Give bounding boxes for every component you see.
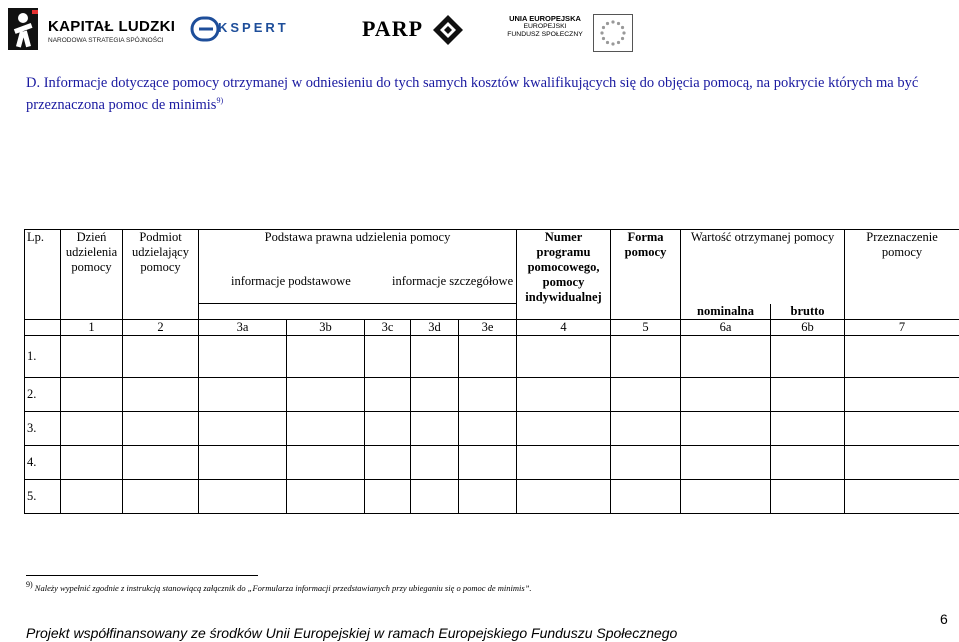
footer-text: Projekt współfinansowany ze środków Unii Europejskiej w ramach Europejskiego Funduszu Społecznego — [26, 625, 678, 641]
num-cell-lp — [25, 319, 61, 335]
num-cell: 2 — [123, 319, 199, 335]
eu-star-icon — [600, 31, 603, 34]
table-cell[interactable] — [459, 479, 517, 513]
table-cell[interactable] — [61, 445, 123, 479]
table-cell[interactable] — [287, 335, 365, 377]
table-cell[interactable] — [771, 335, 845, 377]
table-cell[interactable] — [681, 411, 771, 445]
table-cell[interactable] — [611, 479, 681, 513]
table-cell[interactable] — [61, 411, 123, 445]
eu-star-icon — [606, 22, 609, 25]
num-cell: 6b — [771, 319, 845, 335]
eu-star-icon — [611, 42, 614, 45]
table-cell[interactable] — [199, 479, 287, 513]
header-podstawowe: informacje podstawowe — [231, 274, 351, 288]
logo-bar — [0, 0, 959, 60]
table-row — [25, 411, 959, 445]
table-cell[interactable] — [771, 445, 845, 479]
row-number: 2. — [25, 377, 61, 411]
header-brutto: brutto — [771, 304, 845, 320]
table-cell[interactable] — [845, 377, 959, 411]
table-cell[interactable] — [611, 411, 681, 445]
table-cell[interactable] — [771, 479, 845, 513]
table-row — [25, 335, 959, 377]
parp-text: PARP — [362, 16, 424, 41]
footnote-ref-9: 9) — [216, 96, 224, 105]
table-cell[interactable] — [199, 335, 287, 377]
table-cell[interactable] — [123, 479, 199, 513]
aid-info-table — [24, 229, 959, 514]
table-row — [25, 445, 959, 479]
footnote-mark: 9) — [26, 580, 33, 589]
table-cell[interactable] — [845, 445, 959, 479]
table-cell[interactable] — [199, 377, 287, 411]
eu-text — [499, 15, 591, 39]
table-cell[interactable] — [459, 335, 517, 377]
footnote-rule — [26, 575, 258, 576]
eu-star-icon — [602, 37, 605, 40]
eu-star-icon — [611, 20, 614, 23]
header-wartosc: Wartość otrzymanej pomocy — [681, 230, 845, 304]
num-cell: 4 — [517, 319, 611, 335]
num-cell: 3e — [459, 319, 517, 335]
table-cell[interactable] — [611, 335, 681, 377]
row-number: 5. — [25, 479, 61, 513]
num-cell: 3a — [199, 319, 287, 335]
table-cell[interactable] — [287, 479, 365, 513]
table-cell[interactable] — [611, 445, 681, 479]
table-cell[interactable] — [365, 377, 411, 411]
eu-flag-icon — [593, 14, 633, 52]
table-cell[interactable] — [287, 377, 365, 411]
section-d-heading-text: D. Informacje dotyczące pomocy otrzymanej w odniesieniu do tych samych kosztów kwalifikujących się do objęcia pomocą, na pokrycie których ma być przeznaczona pomoc de minimis — [26, 75, 919, 113]
table-cell[interactable] — [123, 335, 199, 377]
num-cell: 7 — [845, 319, 959, 335]
table-cell[interactable] — [365, 335, 411, 377]
table-cell[interactable] — [365, 479, 411, 513]
ekspert-text: KSPERT — [218, 20, 289, 35]
eu-star-icon — [606, 41, 609, 44]
table-cell[interactable] — [845, 335, 959, 377]
row-number: 1. — [25, 335, 61, 377]
eu-star-icon — [621, 37, 624, 40]
num-cell: 3b — [287, 319, 365, 335]
eu-line-1: UNIA EUROPEJSKA — [509, 14, 581, 23]
table-cell[interactable] — [411, 377, 459, 411]
header-podstawa — [199, 230, 517, 304]
num-cell: 5 — [611, 319, 681, 335]
header-podstawa-label: Podstawa prawna udzielenia pomocy — [264, 230, 451, 244]
table-cell[interactable] — [459, 445, 517, 479]
parp-emblem-icon — [432, 14, 464, 46]
ekspert-logo — [190, 14, 340, 44]
table-row — [25, 377, 959, 411]
table-cell[interactable] — [517, 445, 611, 479]
table-cell[interactable] — [845, 411, 959, 445]
row-number: 4. — [25, 445, 61, 479]
parp-logo — [362, 14, 472, 48]
table-cell[interactable] — [287, 445, 365, 479]
table-row — [25, 479, 959, 513]
table-cell[interactable] — [459, 377, 517, 411]
table-cell[interactable] — [681, 335, 771, 377]
table-cell[interactable] — [123, 445, 199, 479]
table-cell[interactable] — [771, 377, 845, 411]
eu-line-3: FUNDUSZ SPOŁECZNY — [507, 31, 583, 38]
table-cell[interactable] — [365, 445, 411, 479]
table-cell[interactable] — [517, 479, 611, 513]
table-cell[interactable] — [287, 411, 365, 445]
header-przeznaczenie: Przeznaczenie pomocy — [845, 230, 959, 320]
header-podmiot: Podmiot udzielający pomocy — [123, 230, 199, 320]
table-cell[interactable] — [771, 411, 845, 445]
table-cell[interactable] — [845, 479, 959, 513]
table-cell[interactable] — [365, 411, 411, 445]
num-cell: 3d — [411, 319, 459, 335]
table-cell[interactable] — [681, 479, 771, 513]
eu-line-2: EUROPEJSKI — [523, 23, 567, 30]
table-cell[interactable] — [411, 335, 459, 377]
header-podstawa-spacer — [199, 304, 517, 320]
header-dzien: Dzień udzielenia pomocy — [61, 230, 123, 320]
eu-star-icon — [617, 22, 620, 25]
table-cell[interactable] — [517, 411, 611, 445]
kapital-ludzki-subtitle: NARODOWA STRATEGIA SPÓJNOŚCI — [48, 37, 164, 44]
eu-star-icon — [621, 26, 624, 29]
table-cell[interactable] — [411, 445, 459, 479]
num-cell: 3c — [365, 319, 411, 335]
table-cell[interactable] — [517, 335, 611, 377]
footnote — [26, 580, 532, 593]
section-d-heading — [26, 75, 946, 114]
header-szczegolowe: informacje szczegółowe — [392, 274, 514, 288]
table-cell[interactable] — [517, 377, 611, 411]
eu-star-icon — [617, 41, 620, 44]
numbering-row — [25, 319, 959, 335]
table-cell[interactable] — [123, 377, 199, 411]
table-cell[interactable] — [61, 335, 123, 377]
table-cell[interactable] — [681, 445, 771, 479]
table-cell[interactable] — [123, 411, 199, 445]
eu-star-icon — [622, 31, 625, 34]
table-cell[interactable] — [611, 377, 681, 411]
page-number: 6 — [940, 611, 948, 627]
kapital-ludzki-title: KAPITAŁ LUDZKI — [48, 18, 176, 35]
header-nominalna: nominalna — [681, 304, 771, 320]
table-cell[interactable] — [681, 377, 771, 411]
table-cell[interactable] — [411, 479, 459, 513]
table-cell[interactable] — [459, 411, 517, 445]
table-cell[interactable] — [61, 479, 123, 513]
header-lp: Lp. — [25, 230, 61, 320]
footnote-text: Należy wypełnić zgodnie z instrukcją stanowiącą załącznik do „Formularza informacji przedstawianych przy ubieganiu się o pomoc de minimis”. — [34, 582, 532, 593]
ekspert-e-icon — [190, 14, 220, 44]
eu-star-icon — [602, 26, 605, 29]
table-cell[interactable] — [199, 411, 287, 445]
kapital-ludzki-logo — [6, 6, 176, 52]
table-cell[interactable] — [411, 411, 459, 445]
num-cell: 6a — [681, 319, 771, 335]
eu-logo — [497, 12, 635, 52]
num-cell: 1 — [61, 319, 123, 335]
row-number: 3. — [25, 411, 61, 445]
header-forma: Forma pomocy — [611, 230, 681, 320]
kapital-ludzki-emblem-icon — [6, 6, 42, 52]
header-numer: Numer programu pomocowego, pomocy indywidualnej — [517, 230, 611, 320]
table-cell[interactable] — [61, 377, 123, 411]
table-cell[interactable] — [199, 445, 287, 479]
